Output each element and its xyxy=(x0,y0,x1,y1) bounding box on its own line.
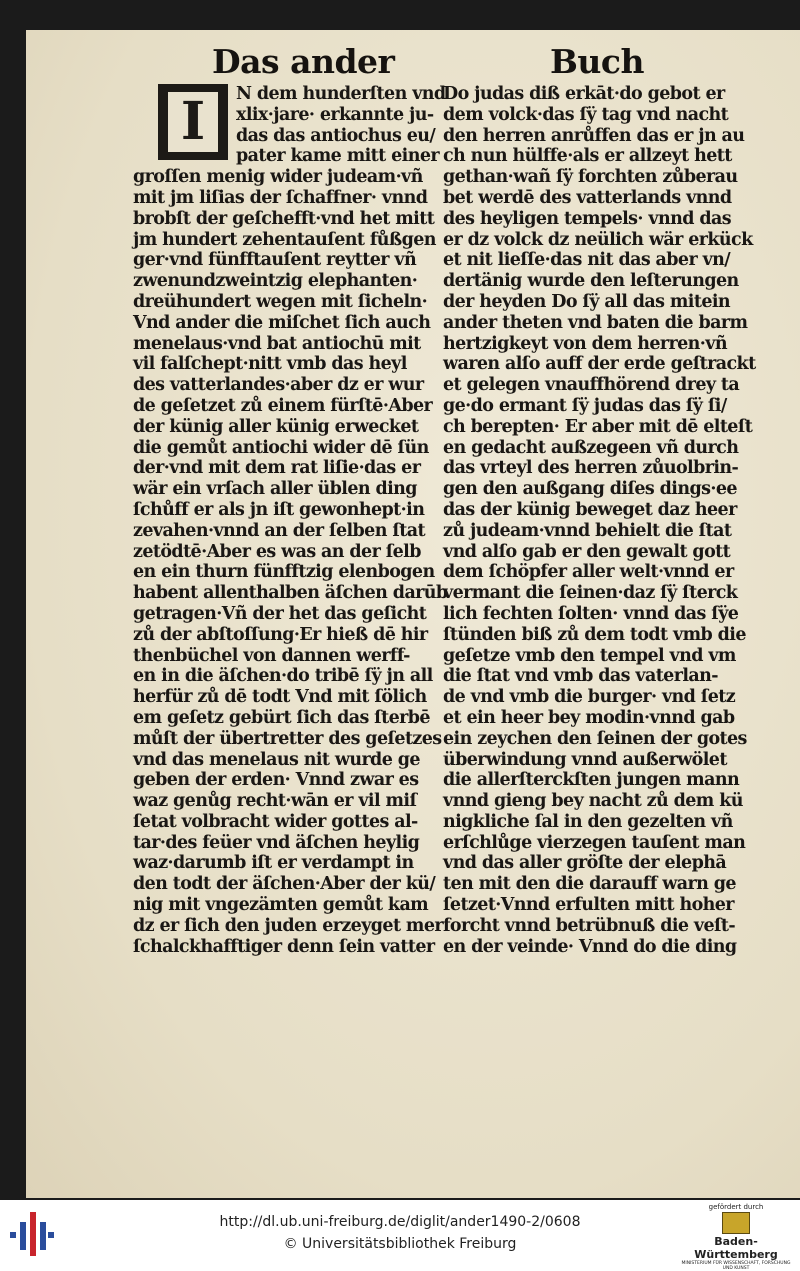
text-line: brobſt der geſchefft·vnd het mitt xyxy=(133,208,435,229)
text-line: en in die äſchen·do tribē ſÿ jn all xyxy=(133,666,433,687)
text-line: den todt der äſchen·Aber der kü/ xyxy=(133,874,436,895)
text-line: en gedacht außzegeen vñ durch xyxy=(443,437,739,458)
text-line: em geſetz gebürt ſich das ſterbē xyxy=(133,707,430,728)
text-line: groſſen menig wider judeam·vñ xyxy=(133,167,423,188)
text-line: ger·vnd fünfftauſent reytter vñ xyxy=(133,250,417,271)
viewer-footer xyxy=(0,1200,800,1271)
text-line: zevahen·vnnd an der ſelben ſtat xyxy=(133,520,425,541)
text-line: geſetze vmb den tempel vnd vm xyxy=(443,645,736,666)
text-line: vnd das menelaus nit wurde ge xyxy=(133,749,420,770)
text-line: de geſetzet zů einem fürſtē·Aber xyxy=(133,395,433,416)
text-line: dem ſchöpfer aller welt·vnnd er xyxy=(443,562,734,583)
text-line: zetödtē·Aber es was an der ſelb xyxy=(133,541,421,562)
text-line: et ein heer bey modin·vnnd gab xyxy=(443,707,735,728)
text-column-left xyxy=(133,84,448,957)
sponsor-block xyxy=(680,1203,792,1271)
baden-wuerttemberg-crest-icon xyxy=(722,1212,750,1234)
running-header-right: Buch xyxy=(550,42,644,81)
text-line: getragen·Vñ der het das geſicht xyxy=(133,603,427,624)
text-line: N dem hunderſten vnd xyxy=(236,84,446,104)
text-line: der künig aller künig erwecket xyxy=(133,416,419,437)
text-line: überwindung vnnd außerwölet xyxy=(443,749,727,770)
text-line: das vrteyl des herren zůuolbrin- xyxy=(443,458,739,479)
text-line: Do judas diß erkāt·do gebot er xyxy=(443,84,725,104)
text-line: vnnd gieng bey nacht zů dem kü xyxy=(443,791,743,812)
text-line: en ein thurn fünfftzig elenbogen xyxy=(133,562,435,583)
text-line: die gemůt antiochi wider dē ſün xyxy=(133,437,429,458)
text-line: ſetzet·Vnnd erfulten mitt hoher xyxy=(443,895,734,916)
text-line: pater kame mitt einer xyxy=(236,146,439,167)
text-line: ch nun hülffe·als er allzeyt hett xyxy=(443,146,732,167)
text-line: geben der erden· Vnnd zwar es xyxy=(133,770,419,791)
sponsor-prefix: gefördert durch xyxy=(708,1203,764,1211)
text-line: ten mit den die darauff warn ge xyxy=(443,874,736,895)
text-line: erſchlůge vierzegen tauſent man xyxy=(443,832,746,853)
text-line: das das antiochus eu/ xyxy=(236,125,436,146)
page-url[interactable]: http://dl.ub.uni-freiburg.de/diglit/ander1490-2/0608 xyxy=(219,1214,581,1230)
text-line: hertzigkeyt von dem herren·vñ xyxy=(443,333,727,354)
text-line: nig mit vngezämten gemůt kam xyxy=(133,895,429,916)
initial-letter: I xyxy=(180,91,206,152)
text-line: ſtünden biß zů dem todt vmb die xyxy=(443,624,746,645)
text-line: en der veinde· Vnnd do die ding xyxy=(443,936,737,957)
text-line: vermant die ſeinen·daz ſÿ ſterck xyxy=(443,583,738,604)
text-line: zů der abſtoſſung·Er hieß dē hir xyxy=(133,624,428,645)
text-line: dz er ſich den juden erzeyget mer xyxy=(133,915,444,936)
text-column-right xyxy=(443,84,756,957)
text-line: ein zeychen den ſeinen der gotes xyxy=(443,728,747,749)
text-line: ſchalckhafftiger denn ſein vatter xyxy=(133,936,435,957)
text-line: der heyden Do ſÿ all das mitein xyxy=(443,291,731,312)
text-line: dem volck·das ſÿ tag vnd nacht xyxy=(443,104,729,125)
text-line: thenbüchel von dannen werff- xyxy=(133,645,410,666)
text-line: gethan·wañ ſÿ forchten zůberau xyxy=(443,167,738,188)
copyright-notice: © Universitätsbibliothek Freiburg xyxy=(283,1236,517,1252)
text-line: vnd das aller gröſte der elephā xyxy=(443,853,727,874)
text-line: dertänig wurde den leſterungen xyxy=(443,271,739,292)
text-line: vnd alſo gab er den gewalt gott xyxy=(443,541,731,562)
text-line: waren alſo auff der erde geſtrackt xyxy=(443,354,756,375)
text-line: waz genůg recht·wān er vil miſ xyxy=(133,791,417,812)
text-line: wär ein vrſach aller üblen ding xyxy=(133,479,417,500)
text-line: Vnd ander die miſchet ſich auch xyxy=(133,312,431,333)
text-line: forcht vnnd betrübnuß die veſt- xyxy=(443,915,736,936)
text-line: gen den außgang diſes dings·ee xyxy=(443,479,737,500)
running-header-left: Das ander xyxy=(212,42,395,81)
text-line: vil falſchept·nitt vmb das heyl xyxy=(133,354,407,375)
text-line: das der künig beweget daz heer xyxy=(443,499,737,520)
text-line: herfür zů dē todt Vnd mit ſölich xyxy=(133,687,427,708)
text-line: ſetat volbracht wider gottes al- xyxy=(133,811,418,832)
text-line: de vnd vmb die burger· vnd ſetz xyxy=(443,687,736,708)
text-line: des heyligen tempels· vnnd das xyxy=(443,208,731,229)
text-line: menelaus·vnd bat antiochū mit xyxy=(133,333,421,354)
text-line: waz·darumb iſt er verdampt in xyxy=(133,853,414,874)
text-line: lich fechten ſolten· vnnd das ſÿe xyxy=(443,603,739,624)
text-line: nigkliche ſal in den gezelten vñ xyxy=(443,811,733,832)
sponsor-state: Baden-Württemberg xyxy=(694,1235,778,1261)
text-line: den herren anrůffen das er jn au xyxy=(443,125,745,146)
text-line: tar·des feüer vnd äſchen heylig xyxy=(133,832,420,853)
text-line: habent allenthalben äſchen darūb xyxy=(133,583,448,604)
text-line: die allerſterckſten jungen mann xyxy=(443,770,740,791)
text-line: bet werdē des vatterlands vnnd xyxy=(443,187,732,208)
sponsor-ministry: MINISTERIUM FÜR WISSENSCHAFT, FORSCHUNG UND KUNST xyxy=(681,1261,791,1271)
text-line: et nit lieſſe·das nit das aber vn/ xyxy=(443,250,731,271)
text-line: ſchůff er als jn iſt gewonhept·in xyxy=(133,499,425,520)
text-line: ch berepten· Er aber mit dē elteſt xyxy=(443,416,753,437)
text-line: zů judeam·vnnd behielt die ſtat xyxy=(443,520,732,541)
text-line: mit jm liſias der ſchaffner· vnnd xyxy=(133,187,428,208)
text-line: můſt der übertretter des geſetzes xyxy=(133,728,442,749)
text-line: er dz volck dz neülich wär erkück xyxy=(443,229,753,250)
text-line: zwenundzweintzig elephanten· xyxy=(133,271,418,292)
text-line: jm hundert zehentauſent fůßgen xyxy=(133,229,436,250)
text-line: xlix·jare· erkannte ju- xyxy=(236,104,434,125)
text-line: des vatterlandes·aber dz er wur xyxy=(133,375,424,396)
text-line: die ſtat vnd vmb das vaterlan- xyxy=(443,666,718,687)
text-line: ander theten vnd baten die barm xyxy=(443,312,748,333)
text-line: der·vnd mit dem rat liſie·das er xyxy=(133,458,421,479)
text-line: dreühundert wegen mit ſicheln· xyxy=(133,291,428,312)
text-line: et gelegen vnauffhörend drey ta xyxy=(443,375,740,396)
text-line: ge·do ermant ſÿ judas das ſÿ ſi/ xyxy=(443,395,727,416)
